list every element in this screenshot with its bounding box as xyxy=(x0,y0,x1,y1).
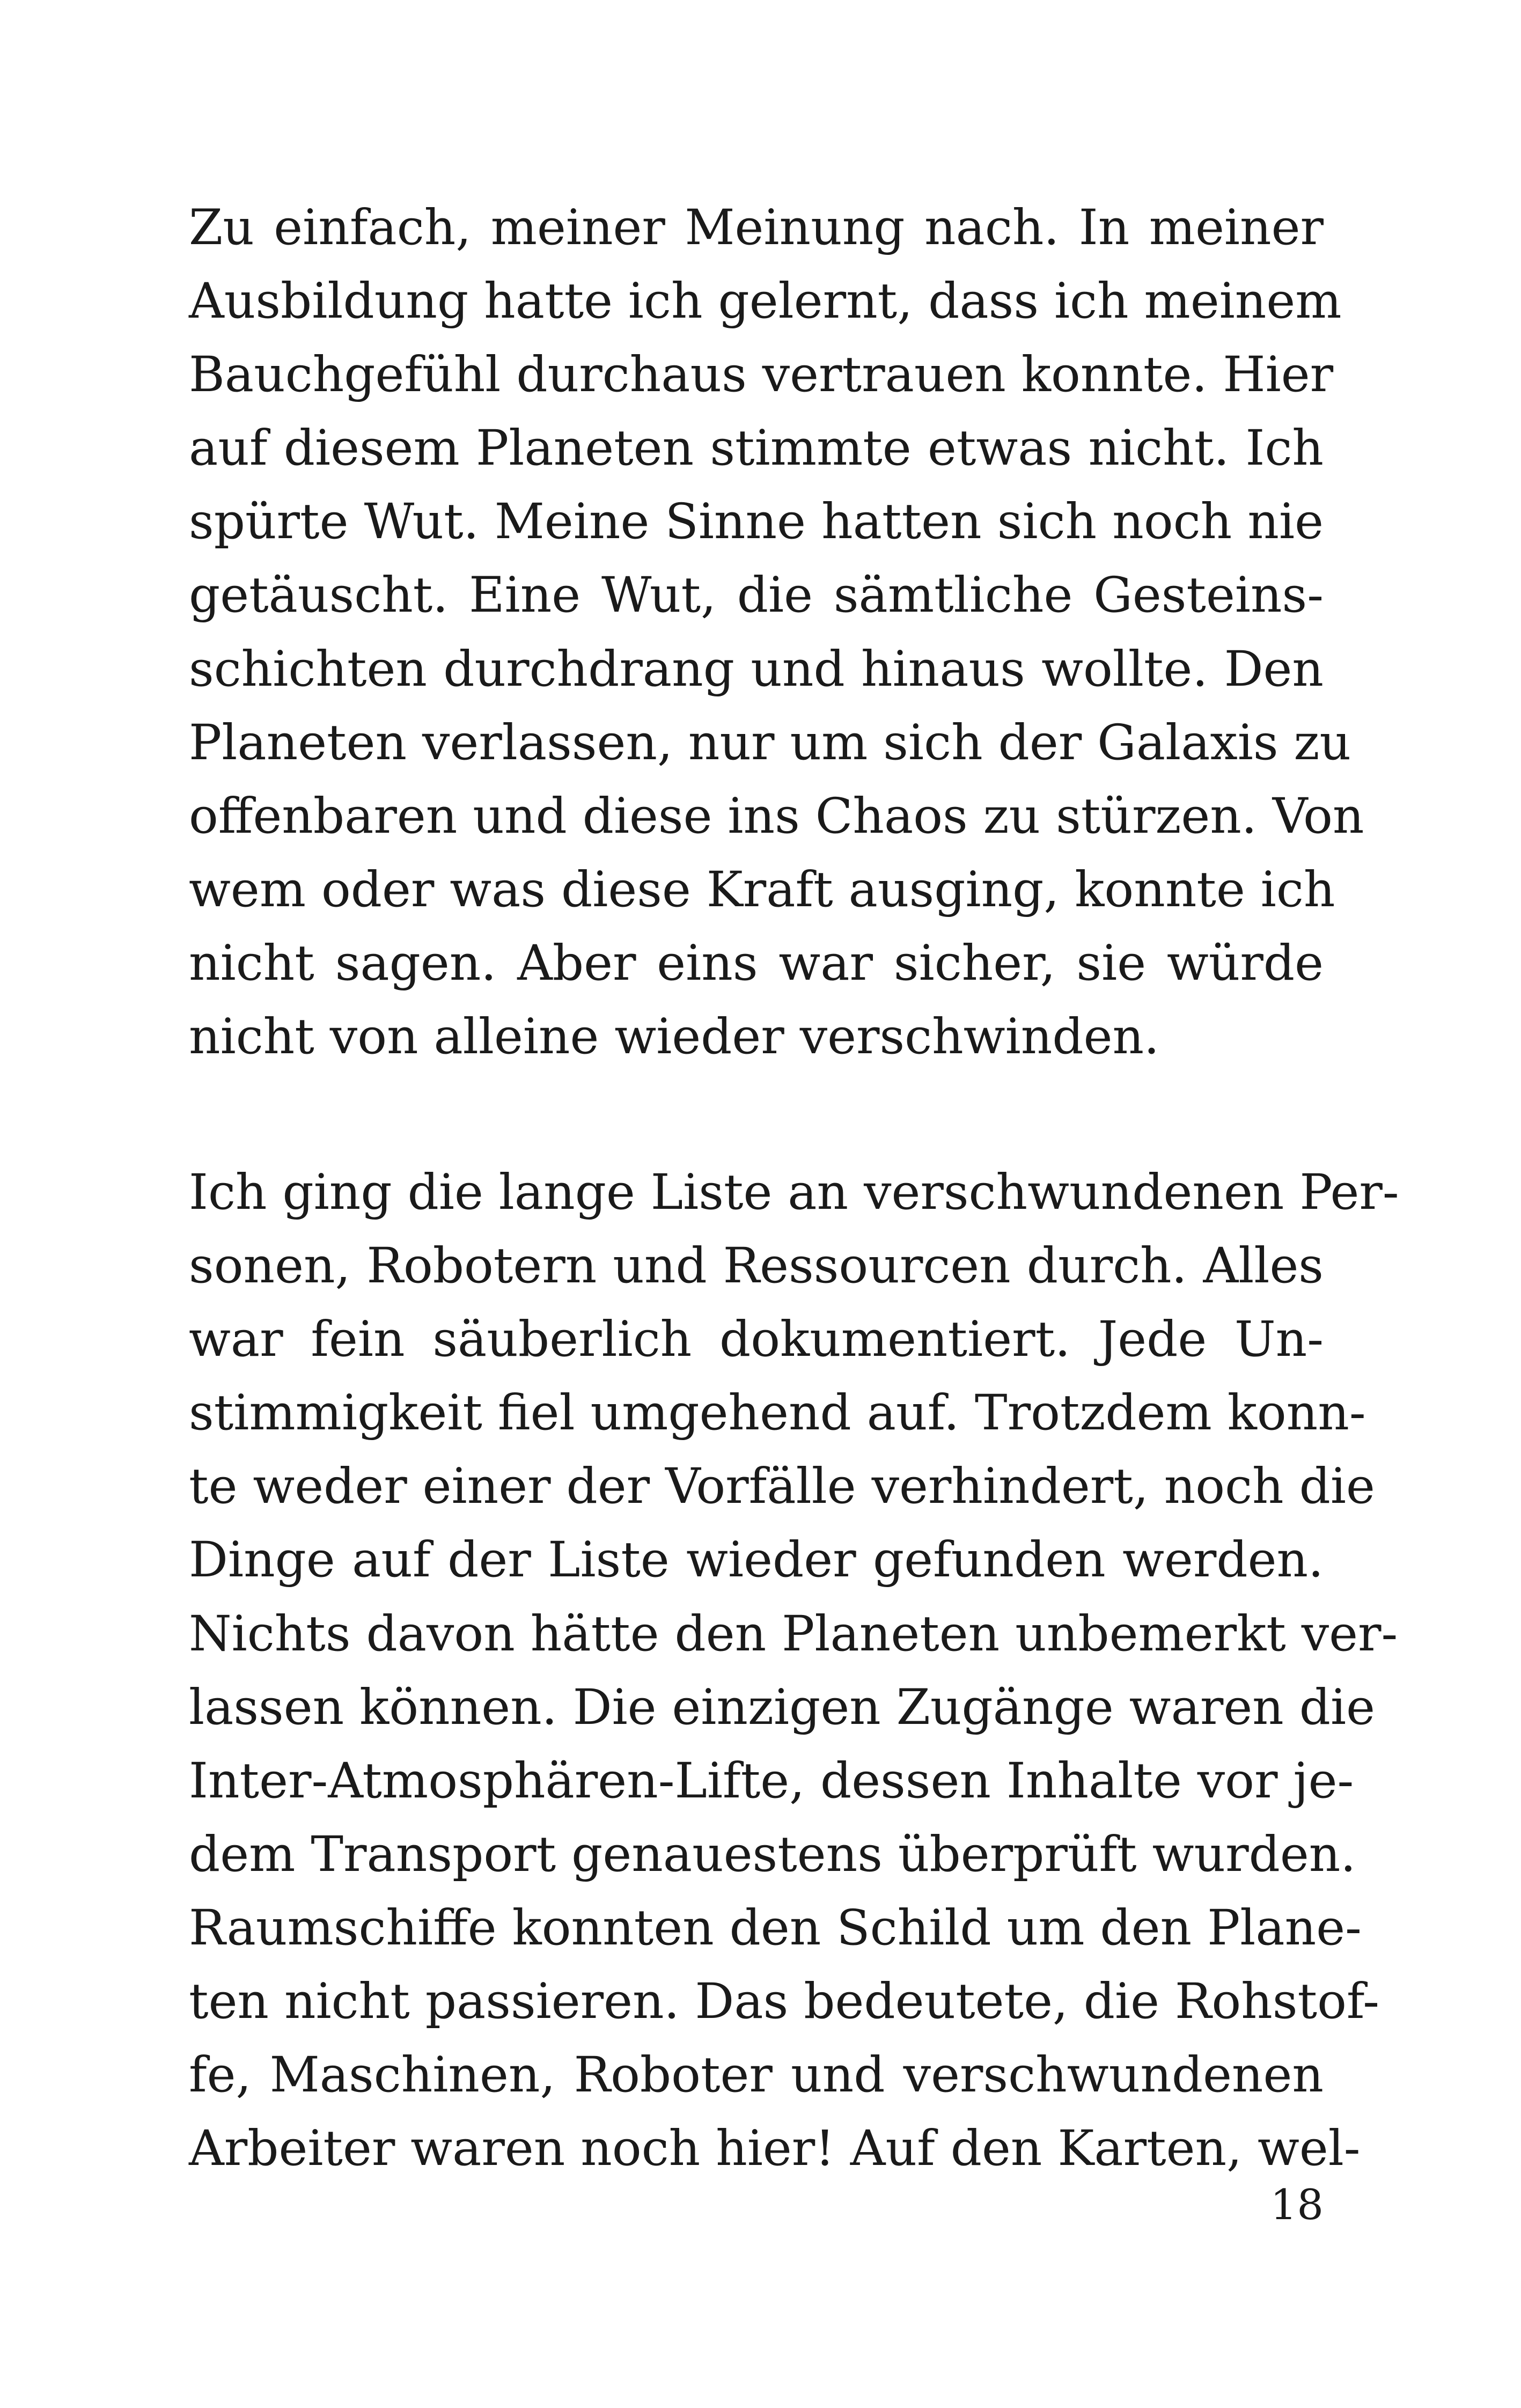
text-line: Zu einfach, meiner Meinung nach. In meiner xyxy=(189,200,1324,256)
text-line: wem oder was diese Kraft ausging, konnte ich xyxy=(189,861,1335,918)
text-line: dem Transport genauestens überprüft wurden. xyxy=(189,1826,1356,1883)
text-line: schichten durchdrang und hinaus wollte. Den xyxy=(189,641,1324,698)
page-number: 18 xyxy=(1270,2181,1324,2229)
text-line: nicht sagen. Aber eins war sicher, sie würde xyxy=(189,935,1324,992)
text-line: Nichts davon hätte den Planeten unbemerkt ver- xyxy=(189,1605,1398,1662)
text-line: Planeten verlassen, nur um sich der Galaxis zu xyxy=(189,714,1351,771)
text-line: te weder einer der Vorfälle verhindert, noch die xyxy=(189,1458,1375,1515)
text-line: Ich ging die lange Liste an verschwundenen Per- xyxy=(189,1164,1399,1221)
paragraph-1 xyxy=(189,191,1364,1074)
text-line: Dinge auf der Liste wieder gefunden werden. xyxy=(189,1532,1324,1589)
text-line: Bauchgefühl durchaus vertrauen konnte. Hier xyxy=(189,347,1334,403)
text-line: Inter-Atmosphären-Lifte, dessen Inhalte vor je- xyxy=(189,1752,1354,1809)
text-line: getäuscht. Eine Wut, die sämtliche Gesteins- xyxy=(189,567,1324,624)
text-line: ten nicht passieren. Das bedeutete, die Rohstof- xyxy=(189,1973,1380,2030)
text-line: offenbaren und diese ins Chaos zu stürzen. Von xyxy=(189,788,1364,845)
text-line: war fein säuberlich dokumentiert. Jede Un- xyxy=(189,1311,1324,1368)
text-line: auf diesem Planeten stimmte etwas nicht. Ich xyxy=(189,420,1324,477)
text-line: lassen können. Die einzigen Zugänge waren die xyxy=(189,1679,1375,1736)
text-line: spürte Wut. Meine Sinne hatten sich noch nie xyxy=(189,494,1324,550)
text-line: nicht von alleine wieder verschwinden. xyxy=(189,1009,1159,1066)
text-line: Arbeiter waren noch hier! Auf den Karten, wel- xyxy=(189,2120,1361,2177)
paragraph-2 xyxy=(189,1156,1399,2185)
text-line: stimmigkeit fiel umgehend auf. Trotzdem konn- xyxy=(189,1385,1366,1442)
text-line: Raumschiffe konnten den Schild um den Plane- xyxy=(189,1899,1362,1956)
text-line: Ausbildung hatte ich gelernt, dass ich meinem xyxy=(189,273,1342,330)
text-line: sonen, Robotern und Ressourcen durch. Alles xyxy=(189,1238,1324,1295)
text-line: fe, Maschinen, Roboter und verschwundenen xyxy=(189,2047,1324,2104)
